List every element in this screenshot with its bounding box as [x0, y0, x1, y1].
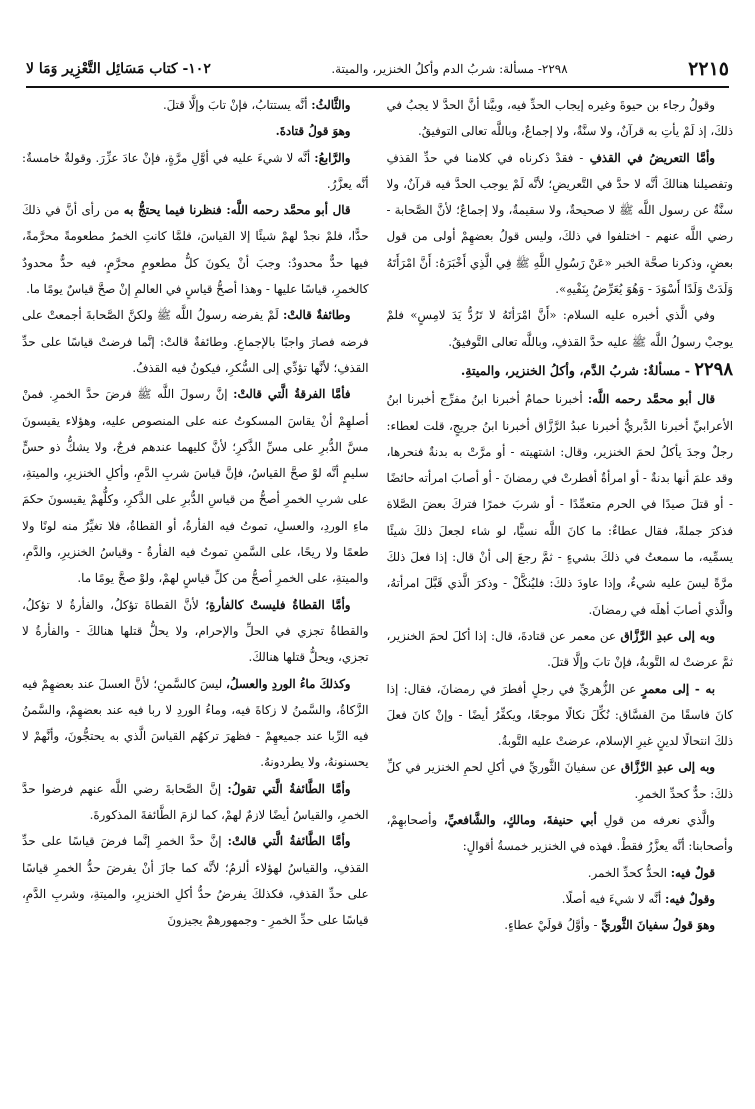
- text-columns: [22, 92, 733, 1087]
- paragraph-text: عن سفيانَ الثَّوريِّ في أكلِ لحمِ الخنزير في كلِّ ذلكَ: حدٌّ كحدِّ الخمرِ.: [386, 760, 733, 801]
- paragraph-text: لَمْ يفرضه رسولُ اللَّه ﷺ ولكنَّ الصَّحابةَ أجمعتْ على فرضه فصارَ واجبًا بالإجماعِ. وطائفةٌ قالتْ: إنَّما فرضتْ قياسًا على حدِّ القذفِ؛ لأنَّها تؤدِّي إلى السُّكرِ، فيكونُ فيه القذفُ.: [22, 308, 369, 375]
- paragraph-text: عن الزُّهريِّ في رجلٍ أفطرَ في رمضانَ، فقال: إذا كانَ فاسقًا منَ الفسَّاق: نُكِّلَ نكالًا موجعًا، ويكفِّرُ أيضًا - وإنْ كانَ فعلَ ذلكَ انتحالًا لدينٍ غيرِ الإسلام، عرضتْ عليه التَّوبةُ.: [386, 681, 733, 749]
- paragraph: [22, 592, 369, 671]
- paragraph-text: إنَّ حدَّ الخمرِ إنَّما فرضَ قياسًا على حدِّ القذفِ، والقياسُ لهؤلاء ألزمُ؛ لأنَّه كما جازَ أنْ يفرضَ حدُّ الخمرِ قياسًا على حدِّ القذفِ، فكذلكَ يفرضُ حدُّ أكلِ الخنزيرِ، والميتةِ، وشربِ الدَّمِ، قياسًا على حدِّ الخمرِ - وجمهورهمْ يجيزونَ: [22, 834, 369, 928]
- paragraph-lead: فأمَّا الفرقةُ الَّتي قالتْ:: [233, 387, 351, 402]
- paragraph-emphasis: أبي حنيفةَ، ومالكٍ، والشَّافعيِّ،: [443, 813, 597, 828]
- paragraph-text: - وأوَّلُ قولَيْ عطاءٍ.: [504, 918, 602, 933]
- paragraph: [387, 623, 734, 676]
- paragraph-lead: وطائفةٌ قالتْ:: [282, 308, 351, 323]
- paragraph: [22, 145, 369, 198]
- right-column: [387, 92, 734, 1087]
- paragraph-text: من رأى أنَّ في ذلكَ حدًّا، فلمْ نجدْ لهمْ شيئًا إلا القياسَ، فلمَّا كانتِ الخمرُ مطعومةً محرَّمةً، فيها حدٌّ محدودٌ: وجبَ أنْ يكونَ كلُّ مطعومٍ محرَّمٍ، فيه حدٌّ محدودٌ كالخمرِ، قياسًا عليها - وهذا أصحُّ قياسٍ في العالمِ إنْ صحَّ قياسٌ يومًا ما.: [22, 203, 369, 297]
- paragraph-text: أنَّه لا شيءَ عليه في أوَّلِ مرَّةٍ، فإنْ عادَ عزِّرَ. وقولةٌ خامسةٌ: أنَّه يعزَّرُ.: [22, 150, 369, 191]
- paragraph: [387, 912, 734, 938]
- paragraph: [22, 197, 369, 302]
- paragraph-text: أنَّه لا شيءَ فيه أصلًا.: [561, 891, 665, 906]
- paragraph: [387, 386, 734, 623]
- paragraph-lead: وبه إلى عبدِ الرَّزَّاق: [620, 628, 715, 643]
- paragraph: [22, 118, 369, 144]
- paragraph-text: إنَّ رسولَ اللَّه ﷺ فرضَ حدَّ الخمرِ. فمنْ أصلهِمْ أنْ يقاسَ المسكوتُ عنه على المنصوص عليه، وهؤلاء يقيسونَ مسَّ الدُّبرِ على مسِّ الذَّكرِ؛ لأنَّ كليهما عندهم فرجٌ، ولا يشكُّ ذو حسٍّ سليمٍ أنَّه لوْ صحَّ القياسُ، فإنَّ قياسَ شربِ الدَّمِ، وأكلِ الخنزيرِ، والميتةِ، على شربِ الخمرِ أصحُّ من قياسِ الدُّبرِ على الذَّكرِ، وكلُّهمْ يقيسونَ حكمَ ماءِ الوردِ، والعسلِ، تموتُ فيه الفأرةُ، أو القطاةُ، فلا تغيِّرُ منه لونًا ولا طعمًا ولا ريحًا، على السَّمنِ تموتُ فيه الفأرةُ - وقياسُ الخنزيرِ، والدَّمِ، والميتةِ، على الخمرِ أصحُّ من كلِّ قياسٍ لهمْ، ولوْ صحَّ يومًا ما.: [22, 387, 369, 586]
- paragraph: [22, 828, 369, 933]
- masala-running-title: ٢٢٩٨- مسألة: شربُ الدم وأكلُ الخنزير، والميتة.: [331, 62, 568, 76]
- paragraph: [387, 807, 734, 860]
- paragraph-lead: قولٌ فيه:: [670, 865, 715, 880]
- paragraph: [387, 145, 734, 303]
- paragraph-text: أنَّه يستتابُ، فإنْ تابَ وإلَّا قتلَ.: [162, 98, 312, 112]
- paragraph: [22, 381, 369, 591]
- paragraph-text: وقولُ رجاء بن حيوةَ وغيره إيجاب الحدِّ فيه، وبيَّنا أنَّ الحدَّ لا يجبُ في ذلكَ، إذ لَمْ يأتِ به قرآنٌ، ولا سنَّةٌ، ولا إجماعٌ، وباللَّه تعالى التوفيقُ.: [386, 98, 733, 139]
- paragraph: [387, 92, 734, 145]
- paragraph-text: ليسَ كالسَّمنِ؛ لأنَّ العسلَ عند بعضهِمْ فيه الزَّكاةُ، والسَّمنُ لا زكاةَ فيه، وماءُ الوردِ لا ربا فيه عند بعضهِمْ، والسَّمنُ فيه الرِّبا عند جميعهِمْ - فظهرَ تركهُم القياسَ الَّذي به يحتجُّونَ، وأنَّهمْ لا يحسنونهُ، ولا يطردونهُ.: [22, 676, 369, 770]
- paragraph-lead: وأمَّا الطَّائفةُ الَّتي قالتْ:: [227, 834, 351, 849]
- page-number: ٢٢١٥: [688, 58, 729, 80]
- paragraph-text: عن معمر عن قتادةَ، قال: إذا أكلَ لحمَ الخنزير، ثمَّ عرضتْ له التَّوبةُ، فإنْ تابَ وإلَّا قتلَ.: [386, 628, 733, 670]
- masala-heading: [387, 357, 734, 384]
- paragraph-lead: وأمَّا الطَّائفةُ الَّتي تقولُ:: [227, 781, 351, 796]
- paragraph-lead: قال أبو محمَّد رحمه اللَّه:: [587, 392, 715, 407]
- left-column: [22, 92, 369, 1087]
- paragraph: [387, 302, 734, 355]
- paragraph-text: إنَّ الصَّحابةَ رضي اللَّه عنهم فرضوا حدَّ الخمرِ، والقياسُ أيضًا لازمٌ لهمْ، كما لزمَ الطَّائفةَ المذكورةَ.: [22, 781, 369, 823]
- paragraph-lead: وكذلكَ ماءُ الوردِ والعسلُ،: [226, 676, 351, 691]
- paragraph-lead: وقولٌ فيه:: [665, 891, 715, 906]
- paragraph: [22, 776, 369, 829]
- paragraph-text: لأنَّ القطاةَ تؤكلُ، والفأرةُ لا تؤكلُ، والقطاةُ تجزي في الحلِّ والإحرام، ولا يحلُّ قتلها هنالكَ - والفأرةُ لا تجزي، ويحلُّ قتلها هنالكَ.: [22, 597, 369, 665]
- paragraph: [22, 92, 369, 118]
- paragraph-lead: والثَّالثُ:: [311, 98, 351, 112]
- masala-title: - مسألةٌ: شربُ الدَّم، وأكلُ الخنزير، والميتةِ.: [460, 362, 695, 378]
- paragraph: [387, 676, 734, 755]
- paragraph-text: وهوَ قولُ قتادةَ.: [275, 124, 351, 139]
- paragraph-lead: قال أبو محمَّد رحمه اللَّه: فنظرنا فيما يحتجُّ به: [123, 203, 351, 218]
- masala-number: ٢٢٩٨: [694, 358, 733, 380]
- paragraph-lead: وهوَ قولُ سفيانَ الثَّوريِّ: [601, 918, 715, 933]
- paragraph-lead: وبه إلى عبدِ الرَّزَّاق: [620, 760, 716, 775]
- paragraph-lead: به - إلى معمرٍ: [641, 681, 715, 696]
- paragraph-text: وفي الَّذي أخبره عليه السلام: «أَنَّ امْرَأتَهُ لا تَرُدُّ يَدَ لامِسٍ» فلمْ يوجبْ رسولُ اللَّه ﷺ عليه حدَّ القذفِ، وباللَّه تعالى التَّوفيقُ.: [386, 308, 733, 349]
- paragraph: [387, 754, 734, 807]
- paragraph: [22, 302, 369, 381]
- paragraph-lead: والرَّابعُ:: [314, 150, 351, 165]
- paragraph-text: الحدُّ كحدِّ الخمر.: [587, 865, 671, 880]
- paragraph-text: والَّذي نعرفه من قولِ: [596, 813, 715, 828]
- paragraph-text: - فقدْ ذكرناه في كلامنا في حدِّ القذفِ وتفصيلنا هنالكَ أنَّه لا حدَّ في التَّعريضِ؛ لأنَّه لَمْ يوجب الحدَّ فيه قرآنٌ، ولا سنَّةٌ عن رسول اللَّه ﷺ لا صحيحةٌ، ولا سقيمةٌ، ولا إجماعٌ؛ لأنَّ الصَّحابة - رضي اللَّه عنهم - اختلفوا في ذلكَ، وليس قولُ بعضهِمْ أولى من قول بعضٍ، وذكرنا صحَّة الخبر «عَنْ رَسُولِ اللَّهِ ﷺ فِي الَّذِي أَخْبَرَهُ: أَنَّ امْرَأَتَهُ وَلَدَتْ وَلَدًا أَسْوَدَ - وَهُوَ يُعَرِّضُ بِنَفْيهِ».: [386, 150, 733, 297]
- paragraph-lead: وأمَّا القطاةُ فليستْ كالفأرةِ؛: [205, 597, 351, 612]
- paragraph-text: أخبرنا حمامٌ أخبرنا ابنُ مفرِّج أخبرنا ابنُ الأعرابيِّ أخبرنا الدَّبريُّ أخبرنا عبدُ الرَّزَّاق أخبرنا ابنُ جريجٍ، قلت لعطاء: رجلٌ وجدَ يأكلُ لحمَ الخنزير، وقال: اشتهيته - أو مرَّتْ به بدنةٌ فنحرها، وقد علمَ أنها بدنةٌ - أو امرأةٌ أفطرتْ في رمضانَ - أو أصابَ امرأته حائضًا - أو قتلَ صيدًا في الحرم متعمِّدًا - أو شربَ خمرًا فتركَ بعضَ الصَّلاة فذكرَ جملةً، فقال عطاءٌ: ما كانَ اللَّه نسيًّا، لو شاء لجعلَ ذلكَ شيئًا يسمِّيه، ما سمعتُ في ذلكَ بشيءٍ - ثمَّ رجعَ إلى أنْ قال: إذا فعلَ ذلكَ مرَّةً ليسَ عليه شيءٌ، وإذا عاودَ ذلكَ: فليُنكَّلْ - وذكرَ الَّذي قَبَّلَ امرأتهُ، والَّذي أصابَ أهلَه في رمضانَ.: [386, 392, 733, 617]
- paragraph-text: وأصحابهِمْ، وأصحابنا: أنَّه يعزَّرُ فقطْ. فهذه في الخنزير خمسةُ أقوالٍ:: [386, 813, 733, 854]
- paragraph: [387, 886, 734, 912]
- paragraph-lead: وأمَّا التعريضُ في القذفِ: [589, 150, 716, 165]
- paragraph: [387, 860, 734, 886]
- book-title: ١٠٢- كتاب مَسَائِل التَّعْزِير وَمَا لا: [26, 61, 211, 77]
- paragraph: [22, 671, 369, 776]
- running-header: [26, 52, 729, 88]
